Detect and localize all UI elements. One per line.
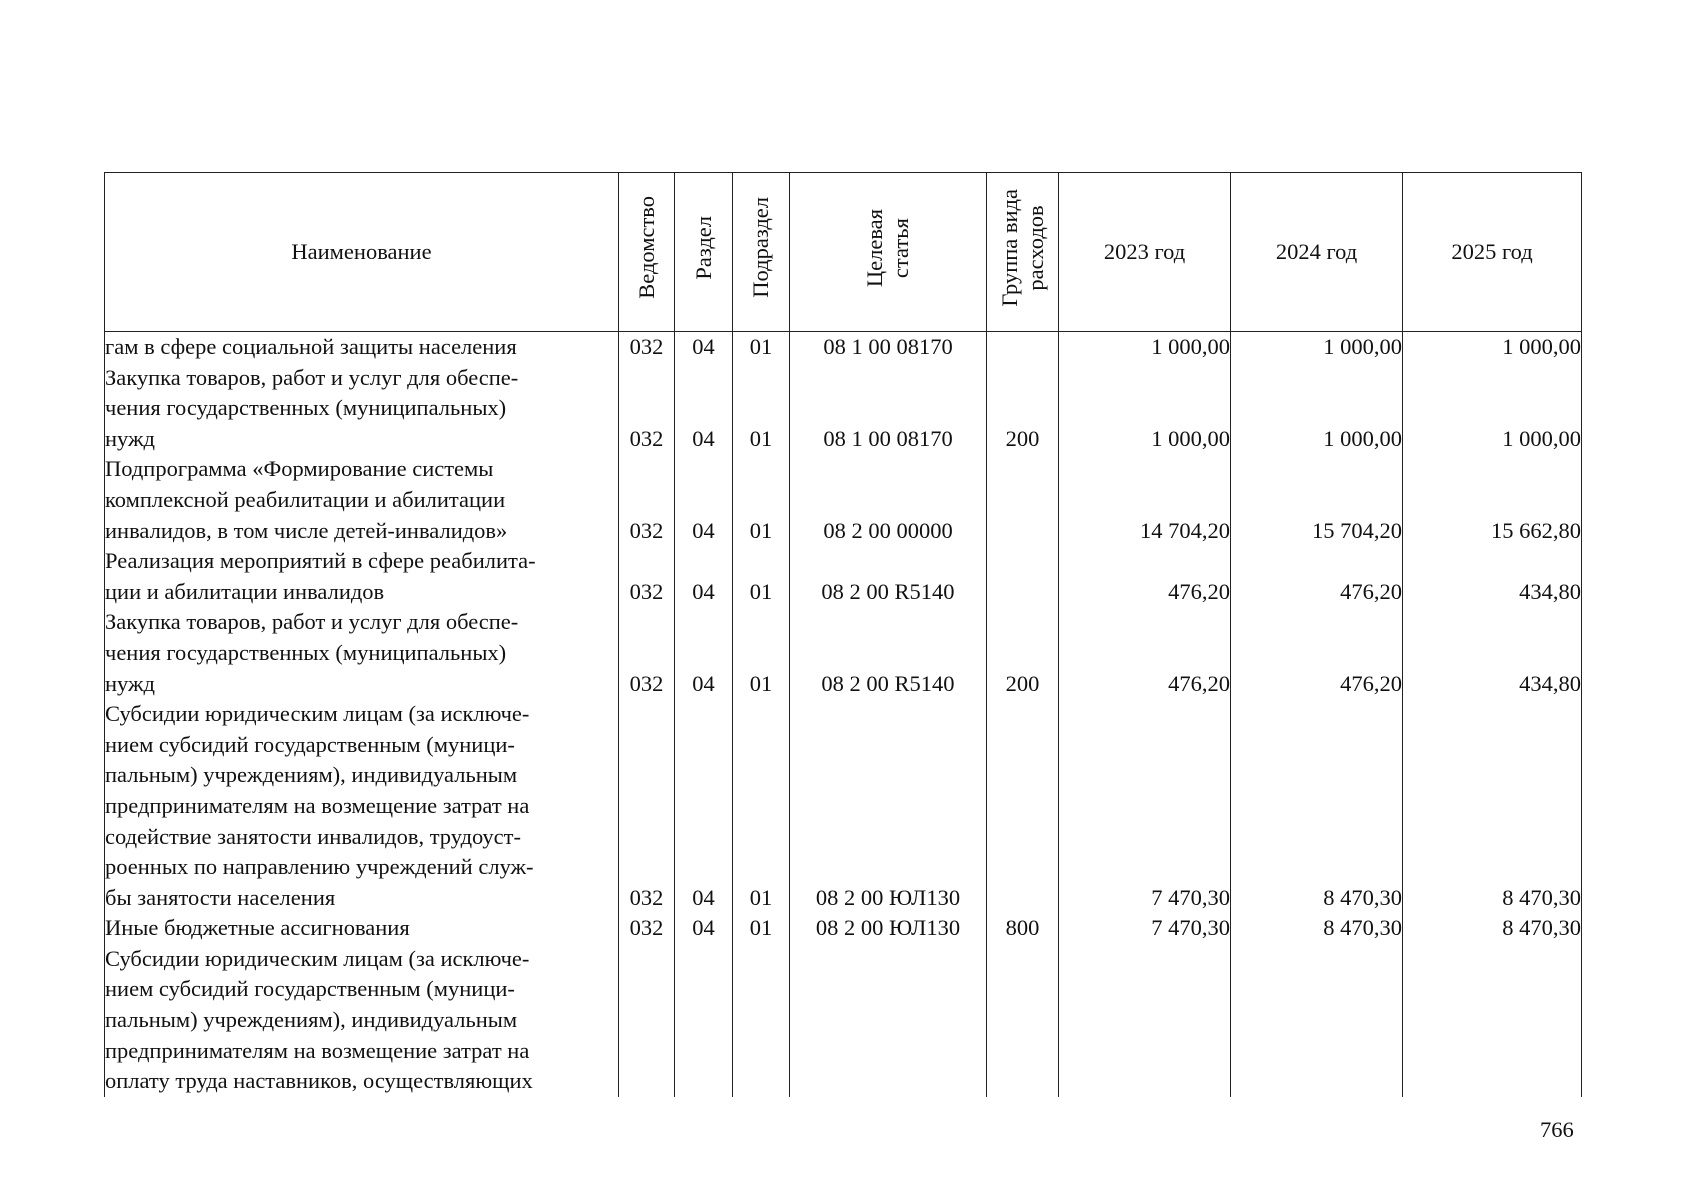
cell-2025: 15 662,80: [1403, 454, 1582, 546]
name-line: роенных по направлению учреждений служ-: [105, 854, 534, 880]
cell-2024: 8 470,30: [1231, 699, 1403, 913]
cell-group: 800: [987, 913, 1059, 944]
header-2024: 2024 год: [1231, 173, 1403, 332]
cell-name: [105, 944, 619, 1097]
cell-target: 08 2 00 ЮЛ130: [790, 699, 987, 913]
name-line: содействие занятости инвалидов, трудоуст-: [105, 823, 521, 849]
cell-dept: 032: [619, 363, 675, 455]
name-line: Иные бюджетные ассигнования: [105, 915, 410, 941]
cell-group: [987, 699, 1059, 913]
cell-subsection: [733, 944, 790, 1097]
cell-target: [790, 944, 987, 1097]
cell-2025: 434,80: [1403, 546, 1582, 607]
name-line: комплексной реабилитации и абилитации: [105, 486, 506, 512]
table-row: [105, 699, 1582, 913]
header-group: Группа вида расходов: [987, 173, 1059, 332]
cell-subsection: 01: [733, 332, 790, 363]
cell-section: 04: [675, 607, 733, 699]
table-row: [105, 546, 1582, 607]
cell-group: [987, 546, 1059, 607]
cell-dept: 032: [619, 699, 675, 913]
cell-target: 08 1 00 08170: [790, 332, 987, 363]
cell-group: 200: [987, 363, 1059, 455]
cell-target: 08 2 00 ЮЛ130: [790, 913, 987, 944]
cell-section: 04: [675, 454, 733, 546]
cell-2023: 7 470,30: [1059, 913, 1231, 944]
cell-2024: [1231, 944, 1403, 1097]
cell-name: [105, 454, 619, 546]
cell-dept: 032: [619, 546, 675, 607]
budget-table: [104, 172, 1582, 1097]
cell-2023: 14 704,20: [1059, 454, 1231, 546]
cell-subsection: 01: [733, 699, 790, 913]
name-line: гам в сфере социальной защиты населения: [105, 334, 517, 359]
cell-2025: 8 470,30: [1403, 913, 1582, 944]
cell-2024: 1 000,00: [1231, 363, 1403, 455]
table-row: [105, 913, 1582, 944]
cell-subsection: 01: [733, 607, 790, 699]
page-number: 766: [1540, 1117, 1574, 1142]
cell-2023: [1059, 944, 1231, 1097]
cell-2023: 476,20: [1059, 607, 1231, 699]
name-line: предпринимателям на возмещение затрат на: [105, 1037, 530, 1063]
cell-subsection: 01: [733, 454, 790, 546]
name-line: Закупка товаров, работ и услуг для обеспе-: [105, 609, 519, 635]
cell-name: [105, 913, 619, 944]
header-section: Раздел: [675, 173, 733, 332]
cell-target: 08 2 00 R5140: [790, 607, 987, 699]
cell-2025: 434,80: [1403, 607, 1582, 699]
cell-group: [987, 332, 1059, 363]
name-line: нужд: [105, 670, 155, 696]
cell-target: 08 1 00 08170: [790, 363, 987, 455]
cell-2024: 1 000,00: [1231, 332, 1403, 363]
cell-dept: 032: [619, 332, 675, 363]
cell-2025: 1 000,00: [1403, 332, 1582, 363]
cell-target: 08 2 00 R5140: [790, 546, 987, 607]
name-line: инвалидов, в том числе детей-инвалидов»: [105, 517, 508, 543]
name-line: нием субсидий государственным (муници-: [105, 731, 515, 757]
name-line: чения государственных (муниципальных): [105, 395, 507, 421]
table-row: [105, 944, 1582, 1097]
cell-section: 04: [675, 913, 733, 944]
cell-group: 200: [987, 607, 1059, 699]
cell-section: 04: [675, 332, 733, 363]
name-line: нием субсидий государственным (муници-: [105, 976, 515, 1002]
cell-2025: 8 470,30: [1403, 699, 1582, 913]
cell-2023: 1 000,00: [1059, 363, 1231, 455]
name-line: предпринимателям на возмещение затрат на: [105, 792, 530, 818]
name-line: Закупка товаров, работ и услуг для обеспе-: [105, 364, 519, 390]
cell-subsection: 01: [733, 546, 790, 607]
name-line: ции и абилитации инвалидов: [105, 578, 385, 604]
cell-section: 04: [675, 363, 733, 455]
cell-2024: 8 470,30: [1231, 913, 1403, 944]
cell-dept: 032: [619, 607, 675, 699]
cell-dept: [619, 944, 675, 1097]
cell-name: [105, 546, 619, 607]
header-target: Целевая статья: [790, 173, 987, 332]
table-row: [105, 454, 1582, 546]
name-line: оплату труда наставников, осуществляющих: [105, 1068, 533, 1094]
header-dept: Ведомство: [619, 173, 675, 332]
cell-2023: 7 470,30: [1059, 699, 1231, 913]
cell-section: 04: [675, 699, 733, 913]
name-line: нужд: [105, 425, 155, 451]
cell-section: 04: [675, 546, 733, 607]
cell-name: [105, 699, 619, 913]
cell-2024: 476,20: [1231, 607, 1403, 699]
cell-2025: 1 000,00: [1403, 363, 1582, 455]
cell-group: [987, 944, 1059, 1097]
table-row: [105, 363, 1582, 455]
cell-subsection: 01: [733, 913, 790, 944]
cell-target: 08 2 00 00000: [790, 454, 987, 546]
header-name: Наименование: [105, 173, 619, 332]
table-row: [105, 607, 1582, 699]
cell-2024: 15 704,20: [1231, 454, 1403, 546]
cell-2023: 476,20: [1059, 546, 1231, 607]
cell-subsection: 01: [733, 363, 790, 455]
cell-dept: 032: [619, 913, 675, 944]
table-row: [105, 332, 1582, 363]
cell-2024: 476,20: [1231, 546, 1403, 607]
cell-dept: 032: [619, 454, 675, 546]
table-body: [105, 332, 1582, 1097]
name-line: бы занятости населения: [105, 884, 336, 910]
cell-group: [987, 454, 1059, 546]
cell-name: [105, 607, 619, 699]
cell-2025: [1403, 944, 1582, 1097]
name-line: Субсидии юридическим лицам (за исключе-: [105, 945, 530, 971]
name-line: пальным) учреждениям), индивидуальным: [105, 1007, 518, 1033]
name-line: Субсидии юридическим лицам (за исключе-: [105, 701, 530, 727]
header-row: [105, 173, 1582, 332]
cell-name: [105, 363, 619, 455]
name-line: Реализация мероприятий в сфере реабилита-: [105, 548, 536, 574]
header-subsection: Подраздел: [733, 173, 790, 332]
cell-2023: 1 000,00: [1059, 332, 1231, 363]
name-line: чения государственных (муниципальных): [105, 639, 507, 665]
cell-section: [675, 944, 733, 1097]
name-line: пальным) учреждениям), индивидуальным: [105, 762, 518, 788]
header-2025: 2025 год: [1403, 173, 1582, 332]
header-2023: 2023 год: [1059, 173, 1231, 332]
cell-name: [105, 332, 619, 363]
name-line: Подпрограмма «Формирование системы: [105, 456, 494, 482]
